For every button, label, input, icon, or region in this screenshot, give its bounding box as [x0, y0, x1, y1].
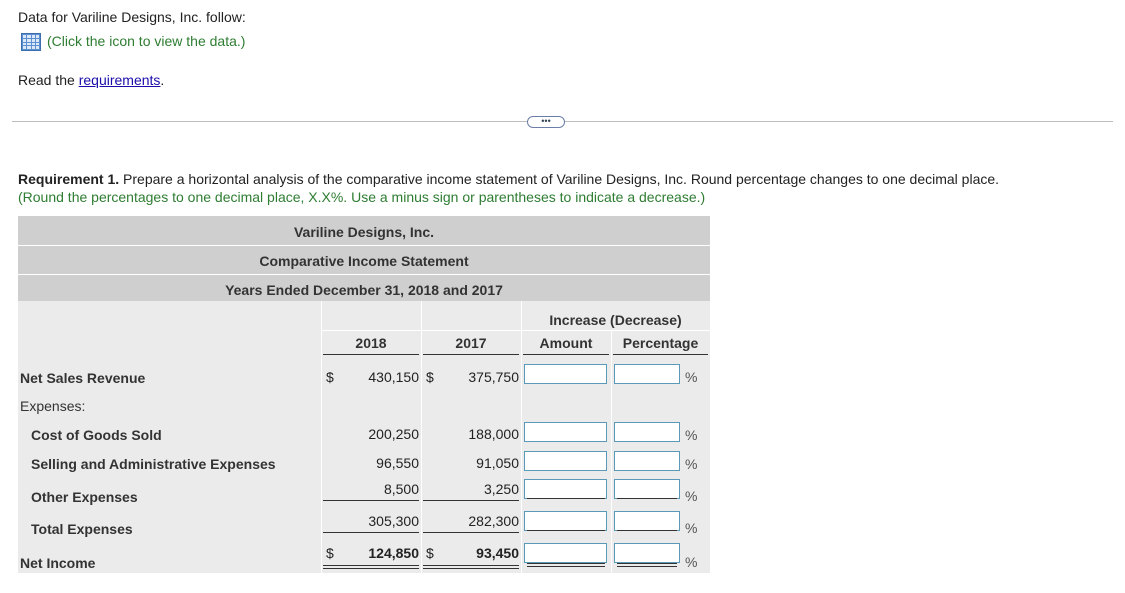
statement-period: Years Ended December 31, 2018 and 2017 — [225, 282, 503, 298]
header-underline — [423, 354, 519, 355]
percent-sign: % — [685, 520, 698, 536]
percent-sign: % — [685, 369, 698, 385]
dollar-sign: $ — [426, 369, 434, 385]
percentage-header: Percentage — [622, 335, 699, 351]
percent-sign: % — [685, 456, 698, 472]
more-button[interactable]: ••• — [527, 116, 565, 128]
other-2018: 8,500 — [383, 481, 419, 497]
sga-2017: 91,050 — [476, 455, 519, 471]
net-sales-amount-input[interactable] — [524, 364, 607, 384]
dollar-sign: $ — [326, 545, 334, 561]
column-divider — [611, 330, 612, 573]
increase-decrease-header: Increase (Decrease) — [549, 312, 682, 328]
net-sales-2018: 430,150 — [368, 369, 419, 385]
percent-sign: % — [685, 427, 698, 443]
header-divider — [321, 330, 710, 331]
double-underline — [423, 565, 519, 566]
header-underline — [323, 354, 419, 355]
total-amount-input[interactable] — [524, 511, 607, 531]
requirement-text — [18, 171, 999, 187]
net-income-2017: 93,450 — [476, 545, 519, 561]
total-underline — [323, 532, 419, 533]
double-underline — [527, 566, 605, 567]
total-underline — [617, 530, 677, 531]
double-underline — [323, 568, 419, 569]
header-divider — [18, 274, 710, 275]
statement-title: Comparative Income Statement — [259, 253, 469, 269]
double-underline — [527, 563, 605, 564]
total-underline — [527, 530, 605, 531]
row-label-sga: Selling and Administrative Expenses — [31, 456, 276, 472]
requirement-hint: (Round the percentages to one decimal place, X.X%. Use a minus sign or parentheses to indicate a decrease.) — [18, 189, 706, 205]
total-2018: 305,300 — [368, 513, 419, 529]
row-label-expenses: Expenses: — [20, 398, 86, 414]
net-income-amount-input[interactable] — [524, 543, 607, 563]
row-label-other: Other Expenses — [31, 489, 138, 505]
percent-sign: % — [685, 554, 698, 570]
double-underline — [617, 563, 677, 564]
subtotal-underline — [423, 500, 519, 501]
cogs-2018: 200,250 — [368, 426, 419, 442]
intro-text: Data for Variline Designs, Inc. follow: — [18, 9, 246, 25]
double-underline — [423, 568, 519, 569]
other-amount-input[interactable] — [524, 479, 607, 499]
data-table-icon[interactable] — [21, 33, 41, 51]
subtotal-underline — [617, 498, 677, 499]
requirement-label: Requirement 1. — [18, 171, 120, 187]
cogs-percentage-input[interactable] — [614, 422, 680, 442]
subtotal-underline — [323, 500, 419, 501]
total-percentage-input[interactable] — [614, 511, 680, 531]
other-percentage-input[interactable] — [614, 479, 680, 499]
sga-2018: 96,550 — [376, 455, 419, 471]
dollar-sign: $ — [426, 545, 434, 561]
subtotal-underline — [527, 498, 605, 499]
row-label-net-sales: Net Sales Revenue — [20, 370, 146, 386]
cogs-amount-input[interactable] — [524, 422, 607, 442]
double-underline — [617, 566, 677, 567]
header-divider — [18, 245, 710, 246]
net-income-2018: 124,850 — [368, 545, 419, 561]
percent-sign: % — [685, 488, 698, 504]
requirement-body: Prepare a horizontal analysis of the comparative income statement of Variline Designs, Inc. Round percentage changes to one decimal place. — [119, 171, 1000, 187]
row-label-net-income: Net Income — [20, 555, 96, 571]
total-2017: 282,300 — [468, 513, 519, 529]
header-underline — [613, 354, 708, 355]
dollar-sign: $ — [326, 369, 334, 385]
view-data-link[interactable]: (Click the icon to view the data.) — [47, 33, 246, 49]
amount-header: Amount — [539, 335, 593, 351]
header-underline — [523, 354, 609, 355]
other-2017: 3,250 — [483, 481, 519, 497]
net-sales-2017: 375,750 — [468, 369, 519, 385]
total-underline — [423, 532, 519, 533]
requirements-link[interactable]: requirements — [78, 72, 161, 88]
read-requirements-line — [18, 72, 164, 88]
net-sales-percentage-input[interactable] — [614, 364, 680, 384]
cogs-2017: 188,000 — [468, 426, 519, 442]
col-2017-header: 2017 — [455, 335, 487, 351]
sga-amount-input[interactable] — [524, 451, 607, 471]
double-underline — [323, 565, 419, 566]
row-label-cogs: Cost of Goods Sold — [31, 427, 162, 443]
read-prefix: Read the — [18, 72, 79, 88]
read-suffix: . — [160, 72, 165, 88]
company-name: Variline Designs, Inc. — [293, 224, 435, 240]
row-label-total: Total Expenses — [31, 521, 133, 537]
col-2018-header: 2018 — [355, 335, 387, 351]
net-income-percentage-input[interactable] — [614, 543, 680, 563]
sga-percentage-input[interactable] — [614, 451, 680, 471]
